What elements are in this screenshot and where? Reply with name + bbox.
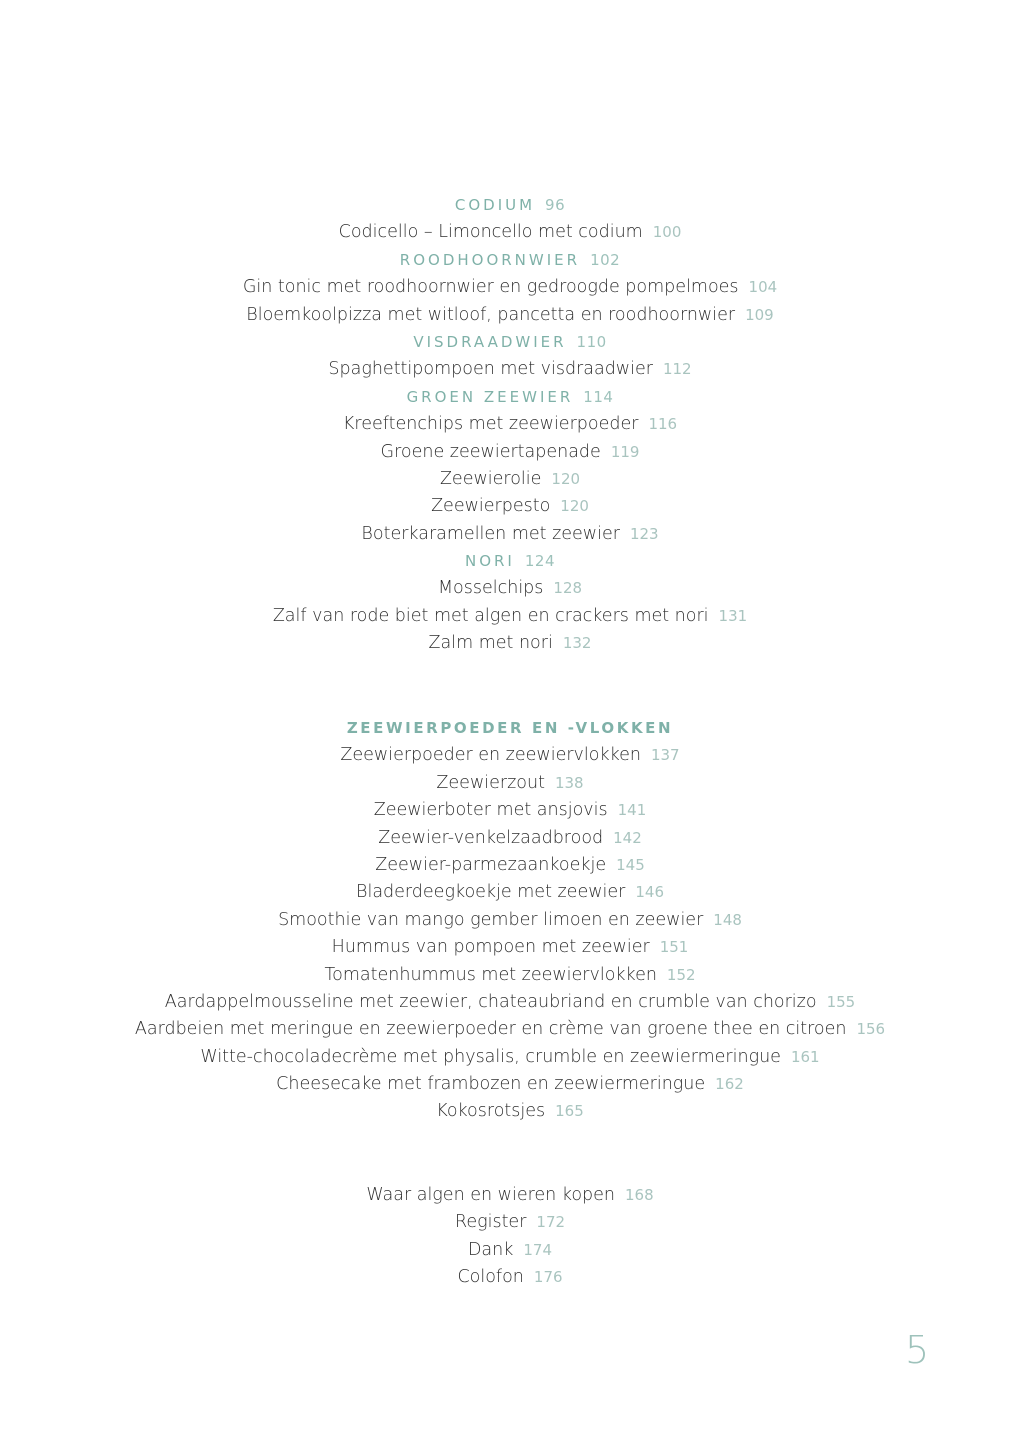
entry-title: Groene zeewiertapenade: [380, 441, 601, 462]
page-ref: 104: [748, 278, 778, 297]
page-number: 5: [905, 1328, 930, 1372]
toc-entry-colofon: [0, 1263, 1020, 1290]
page-ref: 145: [616, 855, 645, 874]
toc-section-appendix: [0, 1181, 1020, 1291]
toc-entry-zalm-met-nori: [0, 629, 1020, 656]
entry-title: Witte-chocoladecrème met physalis, crumble en zeewiermeringue: [200, 1046, 781, 1067]
toc-entry-zeewierpoeder-en-zeewiervlokken: [0, 741, 1020, 768]
heading-title: CODIUM: [454, 196, 536, 214]
entry-title: Waar algen en wieren kopen: [366, 1185, 616, 1205]
entry-title: Kreeftenchips met zeewierpoeder: [342, 414, 639, 435]
page-ref: 110: [576, 332, 607, 351]
page-ref: 156: [856, 1020, 886, 1039]
toc-entry-register: [0, 1208, 1020, 1235]
heading-title: ZEEWIERPOEDER EN -VLOKKEN: [346, 719, 674, 737]
toc-entry-boterkaramellen-met-zeewier: [0, 520, 1020, 547]
entry-title: Zeewierzout: [436, 772, 545, 793]
page-ref: 138: [554, 773, 584, 792]
entry-title: Bloemkoolpizza met witloof, pancetta en roodhoornwier: [246, 304, 736, 325]
toc-heading-visdraadwier: [0, 328, 1020, 355]
entry-title: Dank: [467, 1239, 514, 1260]
entry-title: Colofon: [457, 1267, 524, 1288]
toc-heading-codium: [0, 191, 1020, 218]
entry-title: Zeewier-venkelzaadbrood: [378, 827, 604, 848]
entry-title: Zeewierboter met ansjovis: [373, 800, 608, 821]
entry-title: Register: [454, 1212, 527, 1233]
entry-title: Smoothie van mango gember limoen en zeewier: [278, 909, 704, 930]
entry-title: Gin tonic met roodhoornwier en gedroogde pompelmoes: [242, 277, 739, 298]
entry-title: Zeewierolie: [439, 468, 542, 489]
toc-entry-kreeftenchips-met-zeewierpoeder: [0, 410, 1020, 437]
entry-title: Zeewier-parmezaankoekje: [375, 854, 607, 875]
page-ref: 131: [718, 606, 748, 625]
entry-title: Tomatenhummus met zeewiervlokken: [324, 964, 657, 985]
page-ref: 146: [635, 883, 664, 902]
page-ref: 132: [562, 634, 592, 653]
toc-entry-bladerdeegkoekje-met-zeewier: [0, 878, 1020, 905]
entry-title: Codicello – Limoncello met codium: [338, 222, 643, 243]
toc-entry-codicello-limoncello-met-codium: [0, 218, 1020, 245]
page-ref: 152: [666, 965, 696, 984]
toc-entry-aardbeien-met-meringue-en-zeewierpoeder-en-creme-van-groene-thee-en-citroen: [0, 1015, 1020, 1042]
page-ref: 148: [713, 910, 742, 929]
page-ref: 120: [560, 497, 589, 516]
page-ref: 119: [610, 442, 640, 461]
toc-entry-bloemkoolpizza-met-witloof-pancetta-en-roodhoornwier: [0, 301, 1020, 328]
entry-title: Aardbeien met meringue en zeewierpoeder en crème van groene thee en citroen: [134, 1019, 847, 1040]
page-ref: 161: [790, 1047, 820, 1066]
toc-heading-nori: [0, 547, 1020, 574]
toc-heading-roodhoornwier: [0, 246, 1020, 273]
page-ref: 155: [826, 992, 856, 1011]
toc-entry-zeewier-parmezaankoekje: [0, 851, 1020, 878]
toc-entry-zeewierolie: [0, 465, 1020, 492]
entry-title: Zalf van rode biet met algen en crackers met nori: [272, 605, 709, 626]
page-ref: 109: [745, 305, 774, 324]
toc-entry-groene-zeewiertapenade: [0, 438, 1020, 465]
entry-title: Hummus van pompoen met zeewier: [331, 937, 650, 958]
heading-title: ROODHOORNWIER: [399, 250, 581, 269]
toc-entry-tomatenhummus-met-zeewiervlokken: [0, 961, 1020, 988]
toc-entry-zeewierpesto: [0, 492, 1020, 519]
page-ref: 128: [553, 579, 583, 598]
entry-title: Aardappelmousseline met zeewier, chateaubriand en crumble van chorizo: [164, 991, 817, 1012]
entry-title: Bladerdeegkoekje met zeewier: [356, 882, 626, 903]
heading-title: GROEN ZEEWIER: [406, 387, 574, 406]
page-ref: 176: [533, 1268, 563, 1287]
page-ref: 120: [551, 469, 581, 488]
page-ref: 124: [524, 552, 555, 571]
entry-title: Zeewierpesto: [431, 496, 551, 517]
page-ref: 142: [613, 828, 642, 847]
page-ref: 96: [545, 196, 566, 214]
toc-entry-kokosrotsjes: [0, 1097, 1020, 1124]
page-ref: 123: [629, 524, 659, 543]
page-ref: 151: [659, 938, 689, 957]
toc-entry-cheesecake-met-frambozen-en-zeewiermeringue: [0, 1070, 1020, 1097]
page-ref: 174: [523, 1240, 553, 1259]
toc-entry-mosselchips: [0, 574, 1020, 601]
heading-title: NORI: [464, 552, 515, 571]
toc-entry-zeewier-venkelzaadbrood: [0, 824, 1020, 851]
toc-entry-dank: [0, 1236, 1020, 1263]
toc-section-seaweed-varieties: [0, 191, 1020, 657]
page-ref: 116: [648, 415, 678, 434]
toc-section-powder-flakes: [0, 714, 1020, 1125]
page-ref: 137: [650, 746, 680, 765]
heading-title: VISDRAADWIER: [413, 332, 567, 351]
entry-title: Mosselchips: [437, 578, 544, 599]
entry-title: Kokosrotsjes: [436, 1101, 546, 1122]
toc-entry-spaghettipompoen-met-visdraadwier: [0, 355, 1020, 382]
entry-title: Boterkaramellen met zeewier: [361, 523, 620, 544]
toc-entry-aardappelmousseline-met-zeewier-chateaubriand-en-crumble-van-chorizo: [0, 988, 1020, 1015]
toc-entry-zeewierzout: [0, 769, 1020, 796]
toc-entry-smoothie-van-mango-gember-limoen-en-zeewier: [0, 906, 1020, 933]
toc-entry-zeewierboter-met-ansjovis: [0, 796, 1020, 823]
entry-title: Cheesecake met frambozen en zeewiermeringue: [276, 1074, 706, 1095]
page-ref: 102: [590, 250, 621, 269]
toc-heading-groen-zeewier: [0, 383, 1020, 410]
page-ref: 141: [617, 801, 647, 820]
page-ref: 162: [715, 1075, 744, 1094]
toc-heading-zeewierpoeder-en-vlokken: [0, 714, 1020, 741]
page-ref: 165: [555, 1102, 584, 1121]
toc-entry-waar-algen-en-wieren-kopen: [0, 1181, 1020, 1208]
entry-title: Zeewierpoeder en zeewiervlokken: [340, 745, 641, 766]
page-ref: 114: [583, 387, 614, 406]
page-ref: 168: [625, 1186, 654, 1204]
toc-entry-hummus-van-pompoen-met-zeewier: [0, 933, 1020, 960]
page-ref: 100: [652, 223, 682, 242]
toc-entry-gin-tonic-met-roodhoornwier-en-gedroogde-pompelmoes: [0, 273, 1020, 300]
entry-title: Spaghettipompoen met visdraadwier: [328, 359, 653, 380]
page-ref: 172: [536, 1213, 566, 1232]
toc-entry-zalf-van-rode-biet-met-algen-en-crackers-met-nori: [0, 602, 1020, 629]
toc-entry-witte-chocoladecreme-met-physalis-crumble-en-zeewiermeringue: [0, 1043, 1020, 1070]
page-ref: 112: [662, 360, 692, 379]
entry-title: Zalm met nori: [428, 633, 553, 654]
